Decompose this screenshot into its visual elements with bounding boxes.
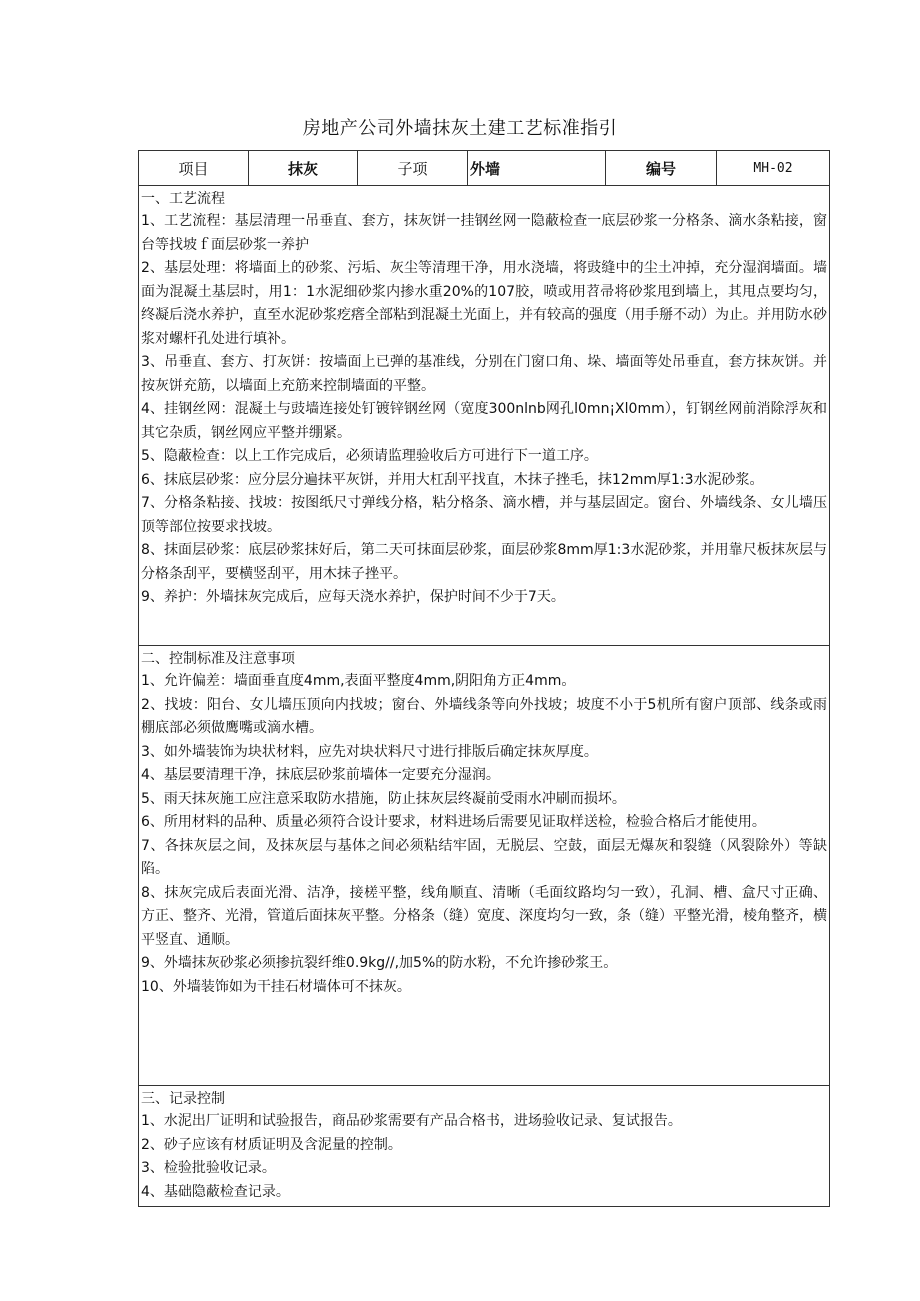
- list-item: 2、砂子应该有材质证明及含泥量的控制。: [141, 1136, 402, 1153]
- list-item: 8、抹面层砂浆：底层砂浆抹好后，第二天可抹面层砂浆，面层砂浆8mm厚1:3水泥砂浆，并用靠尺板抹灰层与分格条刮平，要横竖刮平，用木抹子挫平。: [141, 542, 827, 582]
- list-item: 1、工艺流程：基层清理一吊垂直、套方，抹灰饼一挂钢丝网一隐蔽检查一底层砂浆一分格条、滴水条粘接，窗台等找坡ｆ面层砂浆一养护: [141, 213, 827, 253]
- list-item: 2、找坡：阳台、女儿墙压顶向内找坡；窗台、外墙线条等向外找坡；坡度不小于5机所有窗户顶部、线条或雨棚底部必须做鹰嘴或滴水槽。: [141, 696, 827, 736]
- list-item: 5、雨天抹灰施工应注意采取防水措施，防止抹灰层终凝前受雨水冲刷而损坏。: [141, 790, 626, 807]
- list-item: 2、基层处理：将墙面上的砂浆、污垢、灰尘等清理干净，用水浇墙，将豉缝中的尘土冲掉，充分湿润墙面。墙面为混凝土基层时，用1：1水泥细砂浆内掺水重20%的107胶，喷或用苕帚将砂浆甩到墙上，其甩点要均匀，终凝后浇水养护，直至水泥砂浆疙瘩全部粘到混凝土光面上，并有较高的强度（用手掰不动）为止。并用防水砂浆对螺杆孔处进行填补。: [141, 260, 827, 347]
- code-value: MH-02: [753, 160, 793, 176]
- document-title: 房地产公司外墙抹灰土建工艺标准指引: [302, 118, 618, 139]
- list-item: 5、隐蔽检查：以上工作完成后，必须请监理验收后方可进行下一道工序。: [141, 448, 598, 464]
- list-item: 1、允许偏差：墙面垂直度4mm,表面平整度4mm,阴阳角方正4mm。: [141, 673, 576, 689]
- list-item: 6、抹底层砂浆：应分层分遍抹平灰饼，并用大杠刮平找直，木抹子挫毛，抹12mm厚1:3水泥砂浆。: [141, 471, 764, 488]
- list-item: 6、所用材料的品种、质量必须符合设计要求，材料进场后需要见证取样送检，检验合格后才能使用。: [141, 814, 766, 830]
- list-item: 9、养护：外墙抹灰完成后，应每天浇水养护，保护时间不少于7天。: [141, 589, 565, 605]
- list-item: 3、如外墙装饰为块状材料，应先对块状料尺寸进行排版后确定抹灰厚度。: [141, 743, 598, 760]
- list-item: 7、各抹灰层之间，及抹灰层与基体之间必须粘结牢固，无脱层、空鼓，面层无爆灰和裂缝（风裂除外）等缺陷。: [141, 837, 827, 877]
- section-title: 三、记录控制: [141, 1091, 225, 1107]
- list-item: 9、外墙抹灰砂浆必须掺抗裂纤维0.9kg//,加5%的防水粉，不允许掺砂浆王。: [141, 955, 618, 971]
- standard-table: [138, 150, 830, 1207]
- header-row: [139, 151, 829, 186]
- list-item: 8、抹灰完成后表面光滑、洁净，接槎平整，线角顺直、清晰（毛面纹路均匀一致），孔洞、槽、盒尺寸正确、方正、整齐、光滑，管道后面抹灰平整。分格条（缝）宽度、深度均匀一致，条（缝）平整光滑，棱角整齐，横平竖直、通顺。: [141, 884, 827, 948]
- section-records: [139, 1086, 829, 1206]
- list-item: 10、外墙装饰如为干挂石材墙体可不抹灰。: [141, 978, 411, 995]
- code-label: 编号: [606, 151, 717, 185]
- list-item: 4、挂钢丝网：混凝土与豉墙连接处钉镀锌钢丝网（宽度300nlnb网孔l0mn¡Xl0mm），钉钢丝网前消除浮灰和其它杂质，钢丝网应平整并绷紧。: [141, 401, 827, 441]
- section-process: [139, 186, 829, 646]
- subitem-value: 外墙: [468, 151, 606, 185]
- list-item: 4、基础隐蔽检查记录。: [141, 1183, 290, 1200]
- list-item: 3、吊垂直、套方、打灰饼：按墙面上已弹的基准线，分别在门窗口角、垛、墙面等处吊垂直，套方抹灰饼。并按灰饼充筋，以墙面上充筋来控制墙面的平整。: [141, 354, 827, 394]
- list-item: 4、基层要清理干净，抹底层砂浆前墙体一定要充分湿润。: [141, 767, 500, 783]
- section-control-standards: [139, 646, 829, 1086]
- project-label: 项目: [139, 151, 249, 185]
- subitem-label: 子项: [358, 151, 468, 185]
- section-title: 一、工艺流程: [141, 191, 225, 207]
- project-value: 抹灰: [249, 151, 358, 185]
- list-item: 3、检验批验收记录。: [141, 1160, 276, 1176]
- section-title: 二、控制标准及注意事项: [141, 651, 295, 667]
- list-item: 7、分格条粘接、找坡：按图纸尺寸弹线分格，粘分格条、滴水槽，并与基层固定。窗台、外墙线条、女儿墙压顶等部位按要求找坡。: [141, 495, 827, 535]
- list-item: 1、水泥出厂证明和试验报告，商品砂浆需要有产品合格书，进场验收记录、复试报告。: [141, 1113, 682, 1129]
